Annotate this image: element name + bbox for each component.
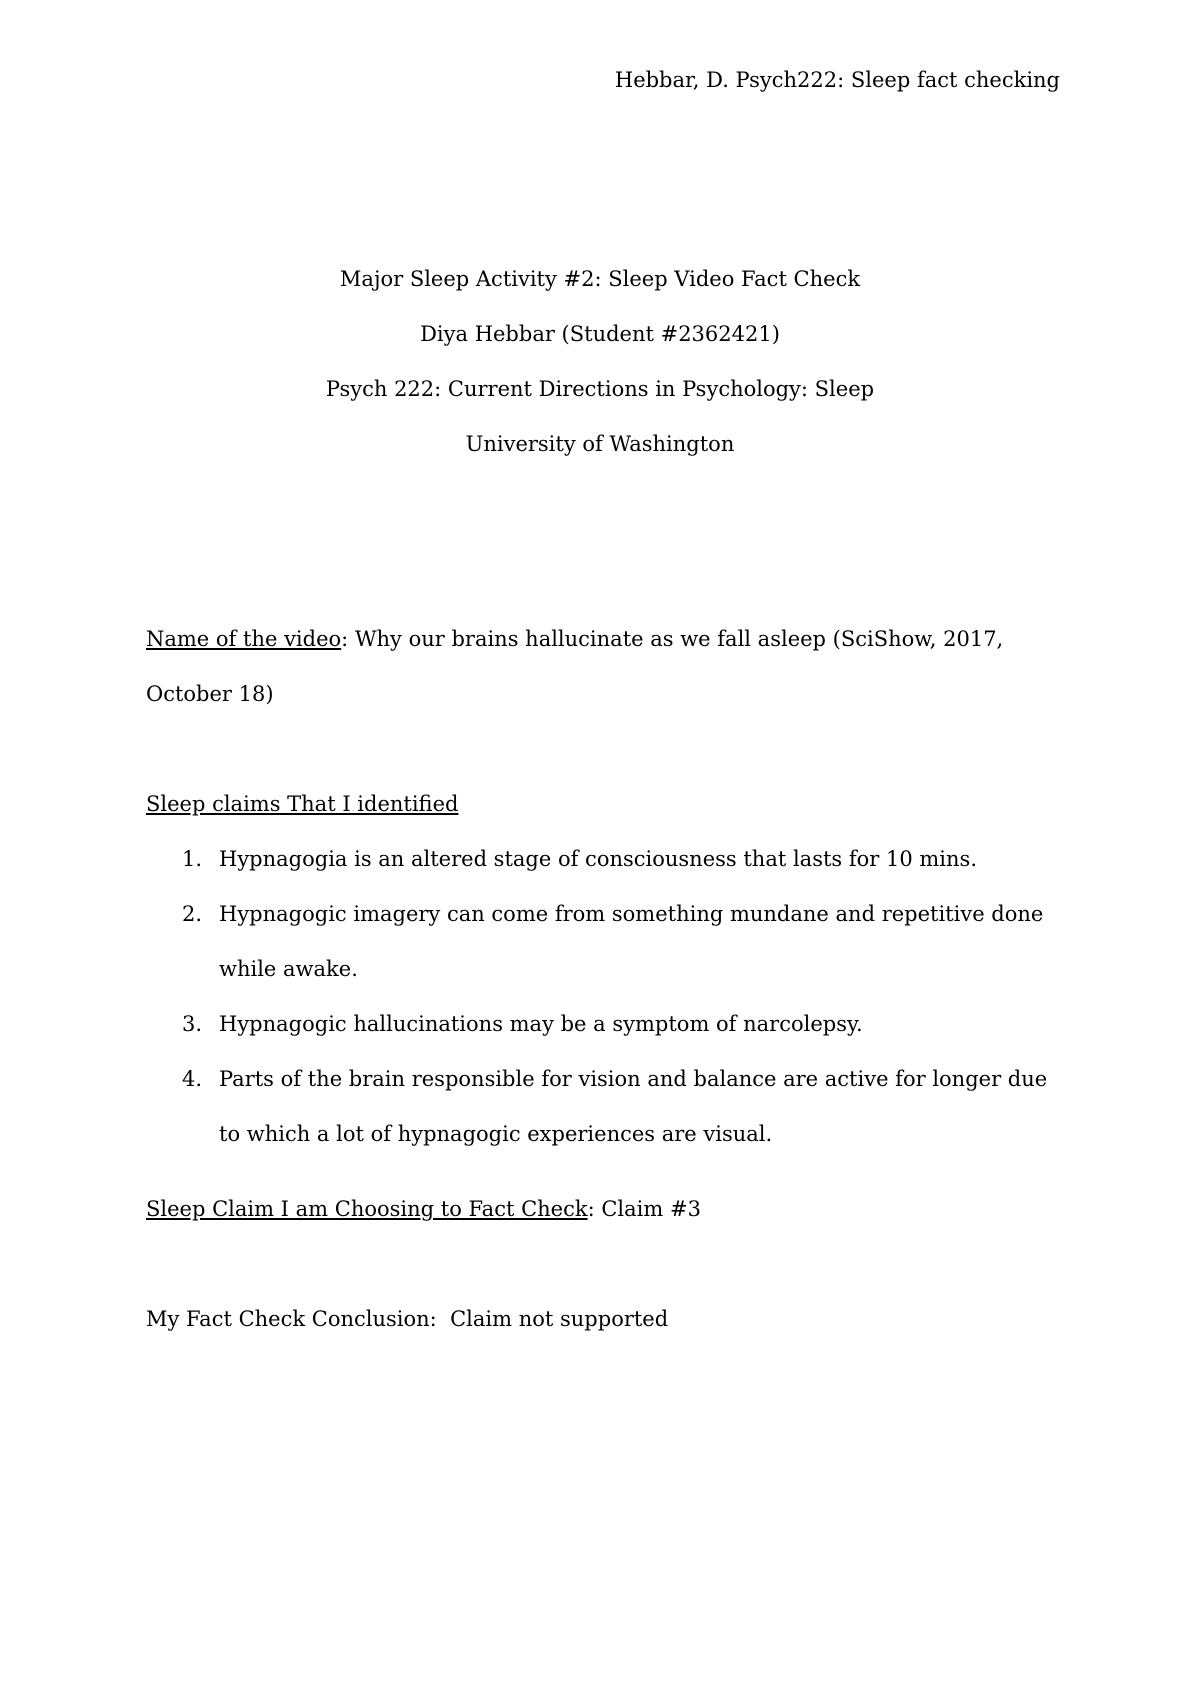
document-title: Major Sleep Activity #2: Sleep Video Fact Check: [339, 267, 861, 291]
spacer: [146, 722, 1066, 777]
claim-text: Hypnagogic imagery can come from something mundane and repetitive done while awake.: [219, 902, 1044, 981]
video-name-value: Why our brains hallucinate as we fall asleep (SciShow, 2017, October 18): [146, 627, 1004, 706]
course-line: Psych 222: Current Directions in Psychology: Sleep: [325, 377, 875, 401]
running-head: Hebbar, D. Psych222: Sleep fact checking: [614, 68, 1060, 92]
claim-number: 2.: [182, 902, 203, 926]
claim-text: Hypnagogic hallucinations may be a symptom of narcolepsy.: [219, 1012, 863, 1036]
list-item: [146, 887, 1066, 997]
chosen-claim-label: Sleep Claim I am Choosing to Fact Check: [146, 1197, 588, 1221]
claims-list: [146, 832, 1066, 1162]
claims-heading-paragraph: [146, 777, 1066, 832]
chosen-claim-value: Claim #3: [601, 1197, 701, 1221]
conclusion-value: Claim not supported: [450, 1307, 669, 1331]
conclusion-label: My Fact Check Conclusion:: [146, 1307, 437, 1331]
list-item: [146, 997, 1066, 1052]
institution-line: University of Washington: [465, 432, 735, 456]
claim-text: Hypnagogia is an altered stage of consciousness that lasts for 10 mins.: [219, 847, 977, 871]
title-block: [0, 252, 1200, 472]
document-body: [146, 612, 1066, 1347]
video-name-separator: :: [341, 627, 355, 651]
conclusion-paragraph: [146, 1292, 1066, 1347]
author-line: Diya Hebbar (Student #2362421): [420, 322, 780, 346]
claim-number: 3.: [182, 1012, 203, 1036]
chosen-claim-separator: :: [587, 1197, 602, 1221]
claim-text: Parts of the brain responsible for vision and balance are active for longer due to which a lot of hypnagogic experiences are visual.: [219, 1067, 1048, 1146]
list-item: [146, 832, 1066, 887]
claim-number: 4.: [182, 1067, 203, 1091]
claim-number: 1.: [182, 847, 203, 871]
claims-heading: Sleep claims That I identified: [146, 792, 459, 816]
list-item: [146, 1052, 1066, 1162]
chosen-claim-paragraph: [146, 1182, 1066, 1237]
video-name-paragraph: [146, 612, 1066, 722]
spacer: [146, 1237, 1066, 1292]
video-name-label: Name of the video: [146, 627, 342, 651]
